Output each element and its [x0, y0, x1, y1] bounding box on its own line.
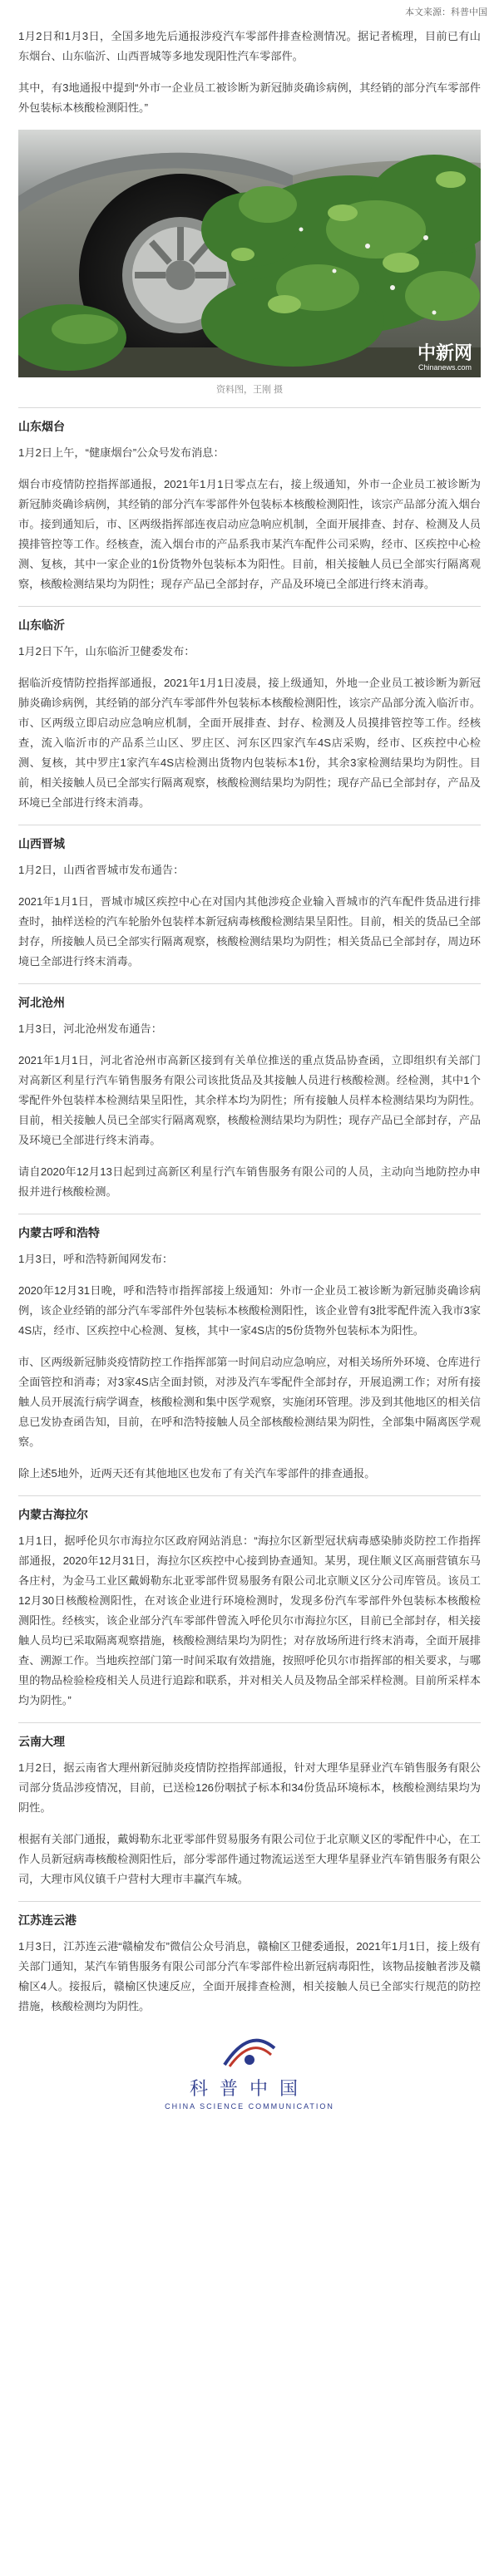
section-title: 内蒙古海拉尔 — [18, 1495, 481, 1531]
section-title: 云南大理 — [18, 1722, 481, 1758]
watermark-cn: 中新网 — [417, 342, 472, 364]
kepu-logo-icon — [216, 2032, 283, 2071]
section-paragraph: 根据有关部门通报，戴姆勒东北亚零部件贸易服务有限公司位于北京顺义区的零配件中心，在工作人员新冠病毒核酸检测阳性后，部分零部件通过物流运送至大理华星驿业汽车销售服务有限公司，大理市风仪镇千户营村大理市丰赢汽车城。 — [18, 1833, 481, 1885]
section — [0, 983, 499, 1202]
section — [0, 606, 499, 813]
logo-name: 科普中国 — [189, 2079, 309, 2100]
section — [0, 825, 499, 972]
section-paragraph: 1月2日，山西省晋城市发布通告： — [18, 864, 185, 876]
section-paragraph: 1月2日上午，“健康烟台”公众号发布消息： — [18, 446, 225, 459]
section-paragraph: 2021年1月1日，晋城市城区疾控中心在对国内其他涉疫企业输入晋城市的汽车配件货品进行排查时，抽样送检的汽车轮胎外包装样本新冠病毒核酸检测结果呈阳性。目前，相关的货品已全部封存，所接触人员已全部实行隔离观察，核酸检测结果均为阴性；相关货品已全部封存，周边环境已全部进行终末消毒。 — [18, 895, 481, 968]
car-tire-weeds-photo — [18, 130, 481, 377]
section-paragraph: 1月3日，呼和浩特新闻网发布： — [18, 1253, 174, 1265]
section-paragraph: 1月1日，据呼伦贝尔市海拉尔区政府网站消息：“海拉尔区新型冠状病毒感染肺炎防控工作指挥部通报，2020年12月31日，海拉尔区疾控中心接到协查通知。某男，现住顺义区高丽营镇东马各庄村，为金马工业区戴姆勒东北亚零部件贸易服务有限公司北京顺义区分公司库管员。该员工12月30日核酸检测阳性，在对该企业进行环境检测时，发现多份汽车零部件外包装标本核酸检测阳性。经核实，该企业部分汽车零部件曾流入呼伦贝尔市海拉尔区，目前已全部封存，相关接触人员均已采取隔离观察措施，核酸检测结果均为阴性；对存放场所进行终末消毒，全面开展排查、溯源工作。当地疾控部门第一时间采取有效措施，按照呼伦贝尔市指挥部的相关要求，与哪里的物品检验检疫相关人员进行追踪和联系，并对相关人员及物品全部采样检测。目前所采样本均为阴性。” — [18, 1534, 481, 1707]
intro-paragraph: 其中，有3地通报中提到“外市一企业员工被诊断为新冠肺炎确诊病例，其经销的部分汽车零部件外包装标本核酸检测阳性。” — [18, 81, 481, 114]
section-title: 内蒙古呼和浩特 — [18, 1214, 481, 1249]
photo-caption: 资料图，王刚 摄 — [215, 385, 284, 395]
section — [0, 407, 499, 594]
section-paragraph: 除上述5地外，近两天还有其他地区也发布了有关汽车零部件的排查通报。 — [18, 1467, 376, 1480]
section-paragraph: 2021年1月1日，河北省沧州市高新区接到有关单位推送的重点货品协查函，立即组织有关部门对高新区利星行汽车销售服务有限公司该批货品及其接触人员进行核酸检测。经检测，其中1个零配件外包装样本检测结果呈阳性，其余样本均为阴性；所有接触人员样本检测结果均为阴性。目前，相关接触人员已全部实行隔离观察，核酸检测结果均为阴性；现存产品已全部封存，产品及环境已全部进行终末消毒。 — [18, 1054, 481, 1146]
section-paragraph: 1月3日，河北沧州发布通告： — [18, 1022, 162, 1035]
logo-english: CHINA SCIENCE COMMUNICATION — [165, 2102, 334, 2111]
section-title: 山东烟台 — [18, 407, 481, 443]
section-title: 山东临沂 — [18, 606, 481, 642]
intro-paragraph: 1月2日和1月3日，全国多地先后通报涉疫汽车零部件排查检测情况。据记者梳理，目前已有山东烟台、山东临沂、山西晋城等多地发现阳性汽车零部件。 — [18, 30, 481, 62]
intro — [0, 18, 499, 118]
section-paragraph: 据临沂疫情防控指挥部通报，2021年1月1日凌晨，接上级通知，外地一企业员工被诊断为新冠肺炎确诊病例，其经销的部分汽车零部件外包装标本核酸检测阳性，该宗产品部分流入临沂市。市、区两级立即启动应急响应机制，全面开展排查、封存、检测及人员摸排管控等工作。经核查，流入临沂市的产品系兰山区、罗庄区、河东区四家汽车4S店采购，经市、区疾控中心检测、复核，其中罗庄1家汽车4S店检测出货物内包装标本1份，其余3家检测结果均为阴性。目前，相关接触人员已全部实行隔离观察，核酸检测结果均为阴性；现存产品已全部封存，产品及环境已全部进行终末消毒。 — [18, 677, 481, 809]
section-title: 河北沧州 — [18, 983, 481, 1019]
article-photo — [18, 130, 481, 396]
section-title: 江苏连云港 — [18, 1901, 481, 1937]
section-paragraph: 2020年12月31日晚，呼和浩特市指挥部接上级通知：外市一企业员工被诊断为新冠肺炎确诊病例，该企业经销的部分汽车零部件外包装标本核酸检测阳性，该企业曾有3批零配件流入我市3家4S店，经市、区疾控中心检测、复核，其中一家4S店的5份货物外包装标本为阳性。 — [18, 1284, 481, 1337]
section-title: 山西晋城 — [18, 825, 481, 860]
footer-logo — [0, 2032, 499, 2111]
section — [0, 1214, 499, 1484]
sections — [0, 407, 499, 2017]
section-paragraph: 1月2日，据云南省大理州新冠肺炎疫情防控指挥部通报，针对大理华星驿业汽车销售服务有限公司部分货品涉疫情况，目前，已送检126份咽拭子标本和34份货品环境标本，核酸检测结果均为阴性。 — [18, 1761, 481, 1814]
section — [0, 1901, 499, 2017]
section-paragraph: 1月3日，江苏连云港“赣榆发布”微信公众号消息，赣榆区卫健委通报，2021年1月1日，接上级有关部门通知，某汽车销售服务有限公司部分汽车零部件检出新冠病毒阳性，该物品接触者涉及赣榆区4人。接报后，赣榆区快速反应，全面开展排查检测，相关接触人员已全部实行规范的防控措施，核酸检测均为阴性。 — [18, 1940, 481, 2012]
photo-illustration — [18, 130, 481, 377]
section — [0, 1495, 499, 1711]
section-paragraph: 烟台市疫情防控指挥部通报，2021年1月1日零点左右，接上级通知，外市一企业员工被诊断为新冠肺炎确诊病例，其经销的部分汽车零部件外包装标本核酸检测阳性，该宗产品部分流入烟台市。接到通知后，市、区两级指挥部连夜启动应急响应机制，全面开展排查、封存、检测及人员摸排管控等工作。经核查，流入烟台市的产品系我市某汽车配件公司采购，经市、区疾控中心检测、复核，其中一家企业的1份货物外包装标本为阳性。目前，相关接触人员已全部实行隔离观察，核酸检测结果均为阴性；现存产品已全部封存，产品及环境已全部进行终末消毒。 — [18, 478, 481, 590]
section-paragraph: 1月2日下午，山东临沂卫健委发布： — [18, 645, 195, 658]
watermark-en: Chinanews.com — [417, 363, 472, 372]
section — [0, 1722, 499, 1889]
source-label: 本文来源：科普中国 — [405, 7, 487, 17]
section-paragraph: 请自2020年12月13日起到过高新区利星行汽车销售服务有限公司的人员，主动向当地防控办申报并进行核酸检测。 — [18, 1165, 481, 1198]
photo-watermark — [417, 343, 472, 372]
section-paragraph: 市、区两级新冠肺炎疫情防控工作指挥部第一时间启动应急响应，对相关场所外环境、仓库进行全面管控和消毒；对3家4S店全面封锁，对涉及汽车零配件全部封存，开展追溯工作；对所有接触人员开展流行病学调查，核酸检测和集中医学观察，实施闭环管理。涉及到其他地区的相关信息已发协查函告知，目前，在呼和浩特接触人员全部核酸检测结果为阴性，全部集中隔离医学观察。 — [18, 1356, 481, 1448]
